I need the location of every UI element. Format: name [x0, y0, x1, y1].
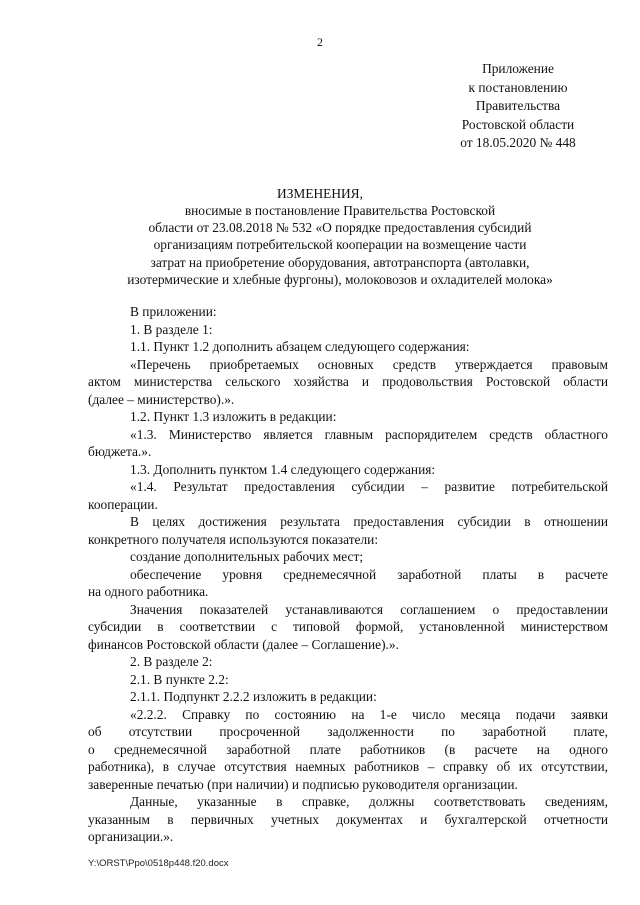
- appendix-line: Приложение: [482, 61, 554, 76]
- paragraph-line: финансов Ростовской области (далее – Соглашение).».: [88, 636, 399, 652]
- paragraph-line: (далее – министерство).».: [88, 391, 235, 407]
- paragraph-line: «Перечень приобретаемых основных средств утверждается правовым: [130, 356, 608, 372]
- paragraph-line: субсидии в соответствии с типовой формой, установленной министерством: [88, 619, 608, 634]
- paragraph-line: заверенные печатью (при наличии) и подписью руководителя организации.: [88, 776, 518, 792]
- paragraph: В приложении:: [130, 304, 217, 319]
- paragraph-line: об отсутствии просроченной задолженности по заработной плате,: [88, 724, 608, 739]
- paragraph-line: обеспечение уровня среднемесячной заработной платы в расчете: [130, 566, 608, 582]
- paragraph: 2.1. В пункте 2.2:: [130, 671, 229, 687]
- file-path-footer: Y:\ORST\Ppo\0518p448.f20.docx: [88, 858, 229, 869]
- subtitle-line: области от 23.08.2018 № 532 «О порядке предоставления субсидий: [148, 220, 532, 236]
- paragraph: 2.1.1. Подпункт 2.2.2 изложить в редакции:: [130, 689, 377, 704]
- paragraph-line: организации.».: [88, 829, 174, 844]
- paragraph-line: конкретного получателя используются показатели:: [88, 531, 379, 547]
- paragraph-line: В целях достижения результата предоставления субсидии в отношении: [130, 514, 608, 529]
- paragraph-line: о среднемесячной заработной плате работников (в расчете на одного: [88, 741, 608, 757]
- paragraph-line: актом министерства сельского хозяйства и продовольствия Ростовской области: [88, 374, 608, 389]
- paragraph-line: указанным в первичных учетных документах и бухгалтерской отчетности: [88, 811, 608, 827]
- document-title: ИЗМЕНЕНИЯ,: [277, 186, 363, 201]
- paragraph: 2. В разделе 2:: [130, 654, 213, 669]
- document-body: [88, 303, 608, 846]
- appendix-block: [448, 60, 588, 153]
- document-subtitle: [88, 202, 592, 288]
- appendix-line: Ростовской области: [461, 116, 575, 132]
- appendix-line: от 18.05.2020 № 448: [460, 135, 576, 151]
- paragraph-line: кооперации.: [88, 496, 158, 512]
- paragraph-line: Значения показателей устанавливаются соглашением о предоставлении: [130, 601, 608, 617]
- paragraph-line: на одного работника.: [88, 584, 209, 599]
- paragraph: создание дополнительных рабочих мест;: [130, 549, 364, 564]
- paragraph-line: работника), в случае отсутствия наемных работников – справку об их отсутствии,: [88, 759, 608, 774]
- paragraph-line: бюджета.».: [88, 444, 152, 459]
- paragraph: 1.1. Пункт 1.2 дополнить абзацем следующего содержания:: [130, 339, 470, 354]
- page-number: 2: [317, 35, 323, 49]
- paragraph-line: «1.3. Министерство является главным распорядителем средств областного: [130, 426, 608, 442]
- subtitle-line: изотермические и хлебные фургоны), молоковозов и охладителей молока»: [127, 271, 553, 287]
- paragraph-line: «1.4. Результат предоставления субсидии – развитие потребительской: [130, 479, 608, 494]
- paragraph: 1. В разделе 1:: [130, 321, 213, 337]
- subtitle-line: вносимые в постановление Правительства Ростовской: [184, 203, 496, 218]
- paragraph-line: Данные, указанные в справке, должны соответствовать сведениям,: [130, 794, 608, 809]
- paragraph-line: «2.2.2. Справку по состоянию на 1-е число месяца подачи заявки: [130, 706, 608, 722]
- paragraph: 1.3. Дополнить пунктом 1.4 следующего содержания:: [130, 461, 436, 477]
- paragraph: 1.2. Пункт 1.3 изложить в редакции:: [130, 409, 337, 424]
- subtitle-line: затрат на приобретение оборудования, автотранспорта (автолавки,: [150, 254, 530, 270]
- subtitle-line: организациям потребительской кооперации на возмещение части: [153, 237, 527, 253]
- appendix-line: к постановлению: [468, 79, 568, 95]
- appendix-line: Правительства: [475, 98, 561, 114]
